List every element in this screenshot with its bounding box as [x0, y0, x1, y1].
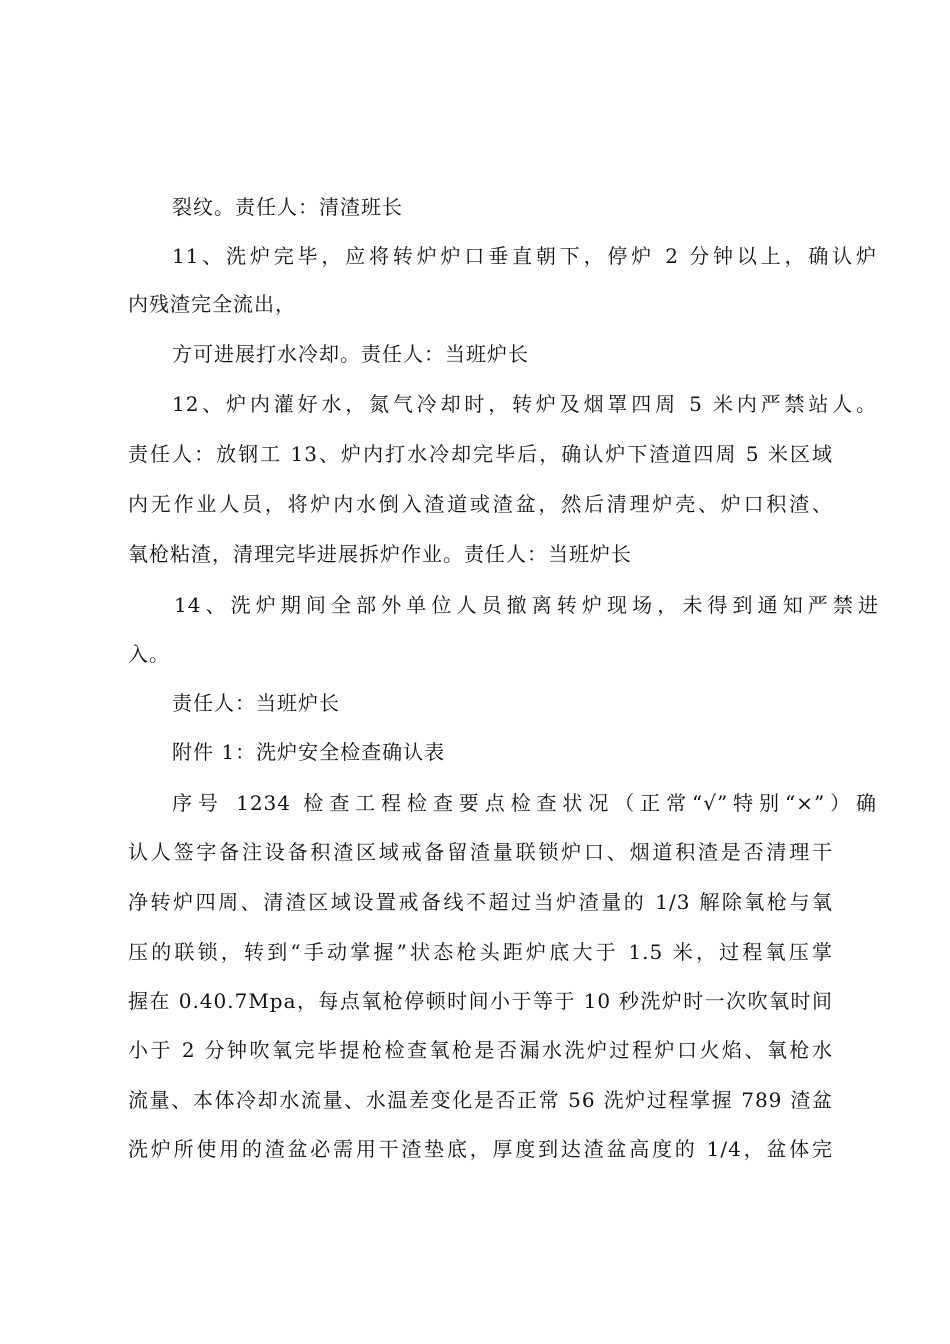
text-line-10: 入。: [128, 642, 170, 666]
text-line-1: 裂纹。责任人：清渣班长: [172, 195, 403, 219]
text-line-16: 压的联锁，转到“手动掌握”状态枪头距炉底大于 1.5 米，过程氧压掌: [128, 940, 833, 964]
text-line-3: 内残渣完全流出，: [128, 292, 296, 316]
text-line-5: 12、炉内灌好水，氮气冷却时，转炉及烟罩四周 5 米内严禁站人。: [172, 392, 877, 416]
text-line-7: 内无作业人员，将炉内水倒入渣道或渣盆，然后清理炉壳、炉口积渣、: [128, 492, 833, 516]
text-line-19: 流量、本体冷却水流量、水温差变化是否正常 56 洗炉过程掌握 789 渣盆: [128, 1088, 833, 1112]
text-line-20: 洗炉所使用的渣盆必需用干渣垫底，厚度到达渣盆高度的 1/4，盆体完: [128, 1137, 833, 1161]
text-line-12: 附件 1：洗炉安全检查确认表: [172, 740, 446, 764]
text-line-8: 氧枪粘渣，清理完毕进展拆炉作业。责任人：当班炉长: [128, 542, 632, 566]
text-line-18: 小于 2 分钟吹氧完毕提枪检查氧枪是否漏水洗炉过程炉口火焰、氧枪水: [128, 1038, 833, 1062]
text-line-17: 握在 0.40.7Mpa，每点氧枪停顿时间小于等于 10 秒洗炉时一次吹氧时间: [128, 989, 833, 1013]
text-line-2: 11、洗炉完毕，应将转炉炉口垂直朝下，停炉 2 分钟以上，确认炉: [172, 244, 877, 268]
text-line-9: 14、洗炉期间全部外单位人员撤离转炉现场，未得到通知严禁进: [174, 593, 879, 617]
text-line-11: 责任人：当班炉长: [172, 691, 340, 715]
text-line-15: 净转炉四周、清渣区域设置戒备线不超过当炉渣量的 1/3 解除氧枪与氧: [128, 890, 833, 914]
text-line-14: 认人签字备注设备积渣区域戒备留渣量联锁炉口、烟道积渣是否清理干: [128, 840, 833, 864]
text-line-13: 序号 1234 检查工程检查要点检查状况（正常“√”特别“×”）确: [172, 791, 877, 815]
text-line-6: 责任人：放钢工 13、炉内打水冷却完毕后，确认炉下渣道四周 5 米区域: [128, 442, 833, 466]
text-line-4: 方可进展打水冷却。责任人：当班炉长: [172, 342, 529, 366]
